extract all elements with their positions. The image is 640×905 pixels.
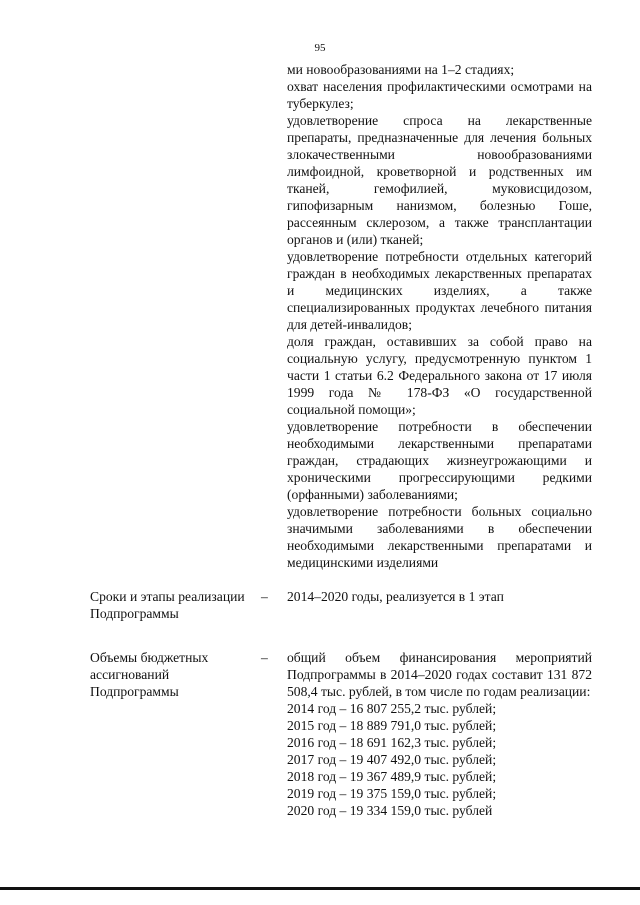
bottom-rule	[0, 887, 640, 890]
funding-label: Объемы бюджетных ассигнований Подпрограммы	[90, 650, 209, 699]
page-number: 95	[314, 42, 326, 54]
timing-dash: –	[261, 589, 268, 604]
funding-year-line: 2017 год – 19 407 492,0 тыс. рублей;	[287, 752, 497, 767]
timing-value: 2014–2020 годы, реализуется в 1 этап	[287, 589, 504, 604]
indicator-item: удовлетворение потребности в обеспечении необходимыми лекарственными препаратами граждан, страдающих жизнеугрожающими и хроническими прогрессирующими редкими (орфанными) заболеваниями;	[287, 419, 592, 502]
timing-label: Сроки и этапы реализации Подпрограммы	[90, 589, 245, 621]
indicators-list	[287, 61, 592, 571]
indicator-item: удовлетворение потребности больных социально значимыми заболеваниями в обеспечении необходимыми лекарственными препаратами и медицинскими изделиями	[287, 504, 592, 570]
indicator-item: удовлетворение спроса на лекарственные препараты, предназначенные для лечения больных злокачественными новообразованиями лимфоидной, кроветворной и родственных им тканей, гемофилией, муковисцидозом, гипофизарным нанизмом, болезнью Гоше, рассеянным склерозом, а также трансплантации органов и (или) тканей;	[287, 113, 592, 247]
indicator-item: ми новообразованиями на 1–2 стадиях;	[287, 62, 515, 77]
funding-year-line: 2020 год – 19 334 159,0 тыс. рублей	[287, 803, 493, 818]
funding-year-line: 2016 год – 18 691 162,3 тыс. рублей;	[287, 735, 497, 750]
funding-year-line: 2019 год – 19 375 159,0 тыс. рублей;	[287, 786, 497, 801]
funding-dash: –	[261, 650, 268, 665]
indicator-item: доля граждан, оставивших за собой право на социальную услугу, предусмотренную пунктом 1 части 1 статьи 6.2 Федерального закона от 17 июля 1999 года № 178-ФЗ «О государственной социальной помощи»;	[287, 334, 592, 417]
funding-intro: общий объем финансирования мероприятий Подпрограммы в 2014–2020 годах составит 131 872 508,4 тыс. рублей, в том числе по годам реализации:	[287, 650, 592, 699]
funding-year-line: 2014 год – 16 807 255,2 тыс. рублей;	[287, 701, 497, 716]
funding-year-line: 2015 год – 18 889 791,0 тыс. рублей;	[287, 718, 497, 733]
indicator-item: охват населения профилактическими осмотрами на туберкулез;	[287, 79, 592, 111]
indicator-item: удовлетворение потребности отдельных категорий граждан в необходимых лекарственных препаратах и медицинских изделиях, а также специализированных продуктах лечебного питания для детей-инвалидов;	[287, 249, 592, 332]
funding-value	[287, 649, 592, 819]
funding-year-line: 2018 год – 19 367 489,9 тыс. рублей;	[287, 769, 497, 784]
